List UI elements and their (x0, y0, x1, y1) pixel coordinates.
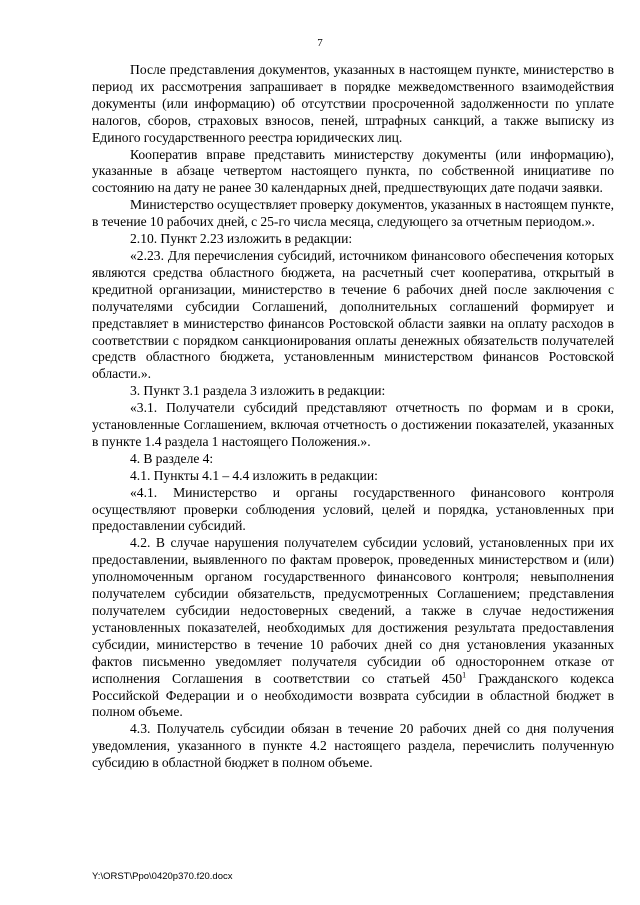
paragraph-7: «3.1. Получатели субсидий представляют отчетность по формам и в сроки, установленные Соглашением, включая отчетность о достижении показателей, указанных в пункте 1.4 раздела 1 настоящего Положения.». (92, 400, 614, 449)
superscript-1: 1 (462, 670, 467, 680)
page-number: 7 (317, 37, 323, 49)
paragraph-6: 3. Пункт 3.1 раздела 3 изложить в редакции: (130, 383, 386, 399)
paragraph-12: 4.3. Получатель субсидии обязан в течение 20 рабочих дней со дня получения уведомления, указанного в пункте 4.2 настоящего раздела, перечислить полученную субсидию в областной бюджет в полном объеме. (92, 721, 614, 771)
paragraph-2: Кооператив вправе представить министерству документы (или информацию), указанные в абзаце четвертом настоящего пункта, по собственной инициативе по состоянию на дату не ранее 30 календарных дней, предшествующих дате подачи заявки. (92, 146, 614, 196)
paragraph-1: После представления документов, указанных в настоящем пункте, министерство в период их рассмотрения запрашивает в порядке межведомственного взаимодействия документы (или информацию) об отсутствии просроченной задолженности по уплате налогов, сборов, страховых взносов, пеней, штрафных санкций, а также выписку из Единого государственного реестра юридических лиц. (92, 62, 614, 145)
footer-file-path: Y:\ORST\Ppo\0420p370.f20.docx (92, 871, 233, 882)
paragraph-8: 4. В разделе 4: (130, 450, 214, 466)
paragraph-9: 4.1. Пункты 4.1 – 4.4 изложить в редакции: (130, 467, 378, 483)
paragraph-10: «4.1. Министерство и органы государственного финансового контроля осуществляют проверки соблюдения условий, целей и порядка, установленных при предоставлении субсидий. (92, 484, 614, 534)
paragraph-11: 4.2. В случае нарушения получателем субсидии условий, установленных при их предоставлении, выявленного по фактам проверок, проведенных министерством и (или) уполномоченным органом государственного финансового контроля; невыполнения получателем субсидии обязательств, предусмотренных Соглашением; представления получателем субсидии недостоверных сведений, а также в случае недостижения установленных показателей, необходимых для достижения результата предоставления субсидии, министерство в течение 10 рабочих дней со дня установления указанных фактов письменно уведомляет получателя субсидии об одностороннем отказе от исполнения Соглашения в соответствии со статьей $450^1$ Гражданского кодекса Российской Федерации и о необходимости возврата субсидии в областной бюджет в полном объеме. (92, 535, 614, 720)
document-body (92, 62, 614, 772)
paragraph-4: 2.10. Пункт 2.23 изложить в редакции: (130, 231, 353, 247)
paragraph-3: Министерство осуществляет проверку документов, указанных в настоящем пункте, в течение 10 рабочих дней, с 25-го числа месяца, следующего за отчетным периодом.». (92, 197, 614, 230)
paragraph-5: «2.23. Для перечисления субсидий, источником финансового обеспечения которых являются средства областного бюджета, на расчетный счет кооператива, открытый в кредитной организации, министерство в течение 6 рабочих дней после заключения с получателями субсидии Соглашений, дополнительных соглашений формирует и представляет в министерство финансов Ростовской области заявки на оплату расходов в соответствии с порядком санкционирования оплаты денежных обязательств получателей средств областного бюджета, установленным министерством финансов Ростовской области.». (92, 247, 614, 382)
